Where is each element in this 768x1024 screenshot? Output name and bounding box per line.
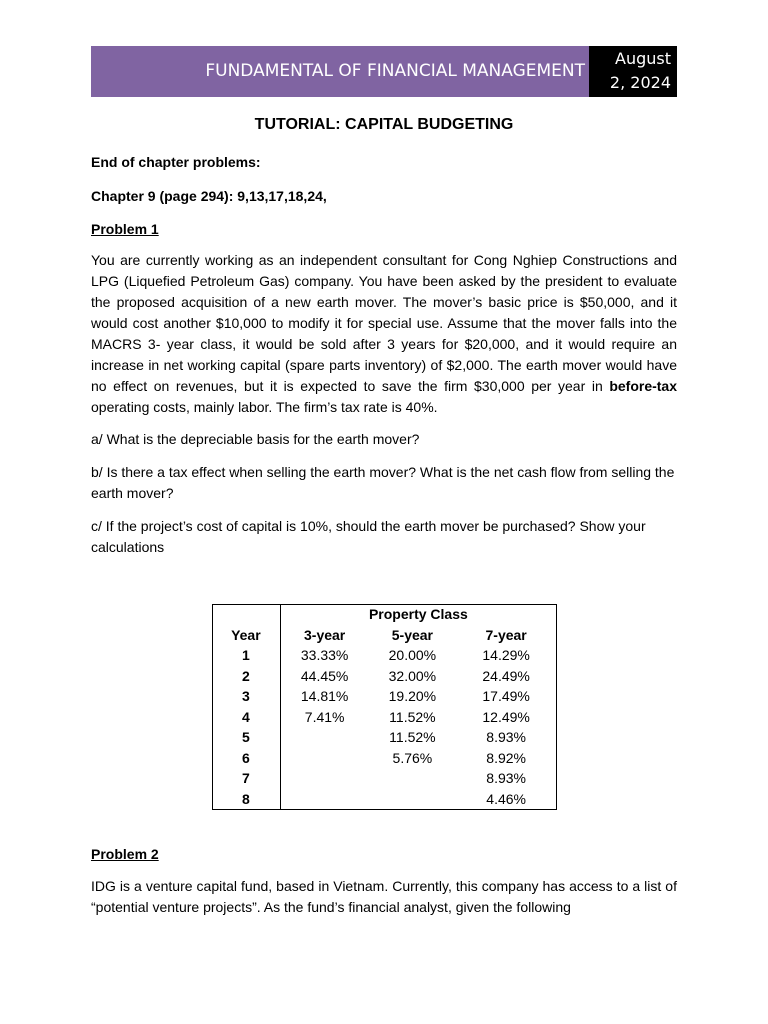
table-subheader-row — [212, 625, 556, 646]
table-row — [212, 686, 556, 707]
rate-3yr-cell: 33.33% — [300, 647, 349, 664]
problem2-heading: Problem 2 — [91, 846, 159, 862]
table-row — [212, 645, 556, 666]
table-row — [212, 748, 556, 769]
year-cell: 5 — [212, 727, 280, 748]
problem1-paragraph-text: You are currently working as an independent consultant for Cong Nghiep Constructions and LPG (Liquefied Petroleum Gas) company. You have been asked by the president to evaluate the proposed acquisition of a new earth mover. The mover’s basic price is $50,000, and it would cost another $10,000 to modify it for special use. Assume that the mover falls into the MACRS 3- year class, it would be sold after 3 years for $20,000, and it would require an increase in net working capital (spare parts inventory) of $2,000. The earth mover would have no effect on revenues, but it is expected to save the firm $30,000 per year in — [91, 252, 677, 394]
class-header-3yr: 3-year — [304, 626, 346, 643]
rate-7yr-cell: 17.49% — [482, 688, 530, 705]
rate-5yr-cell: 20.00% — [388, 647, 437, 664]
table-row — [212, 707, 556, 728]
property-class-header: Property Class — [368, 606, 468, 623]
page-title: TUTORIAL: CAPITAL BUDGETING — [254, 116, 514, 133]
rate-7yr-cell: 8.92% — [486, 749, 526, 766]
year-cell: 1 — [212, 645, 280, 666]
rate-3yr-cell — [280, 748, 368, 769]
rate-5yr-cell: 11.52% — [389, 708, 436, 725]
rate-5yr-cell: 11.52% — [389, 729, 436, 746]
rate-7yr-cell: 4.46% — [486, 790, 526, 807]
rate-3yr-cell: 14.81% — [300, 688, 349, 705]
header-date-line2: 2, 2024 — [609, 73, 671, 92]
macrs-table — [212, 604, 556, 809]
year-cell: 6 — [212, 748, 280, 769]
header-date-line1: August — [615, 49, 671, 68]
rate-7yr-cell: 14.29% — [482, 647, 530, 664]
problem2-paragraph: IDG is a venture capital fund, based in Vietnam. Currently, this company has access to a list of “potential venture projects”. As the fund’s financial analyst, given the following — [91, 878, 677, 915]
rate-5yr-cell — [369, 768, 457, 789]
year-cell: 7 — [212, 768, 280, 789]
header-date — [589, 46, 677, 97]
year-cell: 2 — [212, 666, 280, 687]
rate-3yr-cell: 44.45% — [300, 667, 349, 684]
question-c: c/ If the project’s cost of capital is 10%, should the earth mover be purchased? Show your calculations — [91, 518, 646, 555]
question-b: b/ Is there a tax effect when selling the earth mover? What is the net cash flow from selling the earth mover? — [91, 464, 675, 501]
rate-7yr-cell: 12.49% — [482, 708, 530, 725]
header-title: FUNDAMENTAL OF FINANCIAL MANAGEMENT — [205, 61, 585, 81]
class-header-5yr: 5-year — [391, 626, 434, 643]
chapter-line: Chapter 9 (page 294): 9,13,17,18,24, — [91, 188, 327, 204]
rate-7yr-cell: 8.93% — [486, 770, 526, 787]
rate-3yr-cell — [280, 727, 368, 748]
table-row — [212, 666, 556, 687]
rate-5yr-cell: 5.76% — [392, 749, 433, 766]
problem1-paragraph — [91, 250, 677, 418]
year-cell: 3 — [212, 686, 280, 707]
rate-3yr-cell: 7.41% — [304, 708, 345, 725]
year-cell: 4 — [212, 707, 280, 728]
rate-3yr-cell — [280, 789, 368, 810]
class-header-7yr: 7-year — [485, 626, 527, 643]
rate-7yr-cell: 24.49% — [482, 667, 530, 684]
table-header-row — [212, 604, 556, 625]
table-row — [212, 789, 556, 810]
problem1-heading: Problem 1 — [91, 221, 159, 237]
rate-7yr-cell: 8.93% — [486, 729, 526, 746]
rate-5yr-cell — [369, 789, 457, 810]
table-row — [212, 727, 556, 748]
rate-5yr-cell: 32.00% — [388, 667, 437, 684]
problem1-bold-term: before-tax — [609, 378, 677, 394]
rate-3yr-cell — [280, 768, 368, 789]
question-a: a/ What is the depreciable basis for the earth mover? — [91, 431, 420, 447]
rate-5yr-cell: 19.20% — [388, 688, 437, 705]
eoc-heading: End of chapter problems: — [91, 154, 261, 170]
table-row — [212, 768, 556, 789]
problem1-paragraph-end: operating costs, mainly labor. The firm’s tax rate is 40%. — [91, 399, 438, 415]
year-cell: 8 — [212, 789, 280, 810]
year-header: Year — [212, 625, 280, 646]
year-header-spacer — [212, 604, 280, 625]
